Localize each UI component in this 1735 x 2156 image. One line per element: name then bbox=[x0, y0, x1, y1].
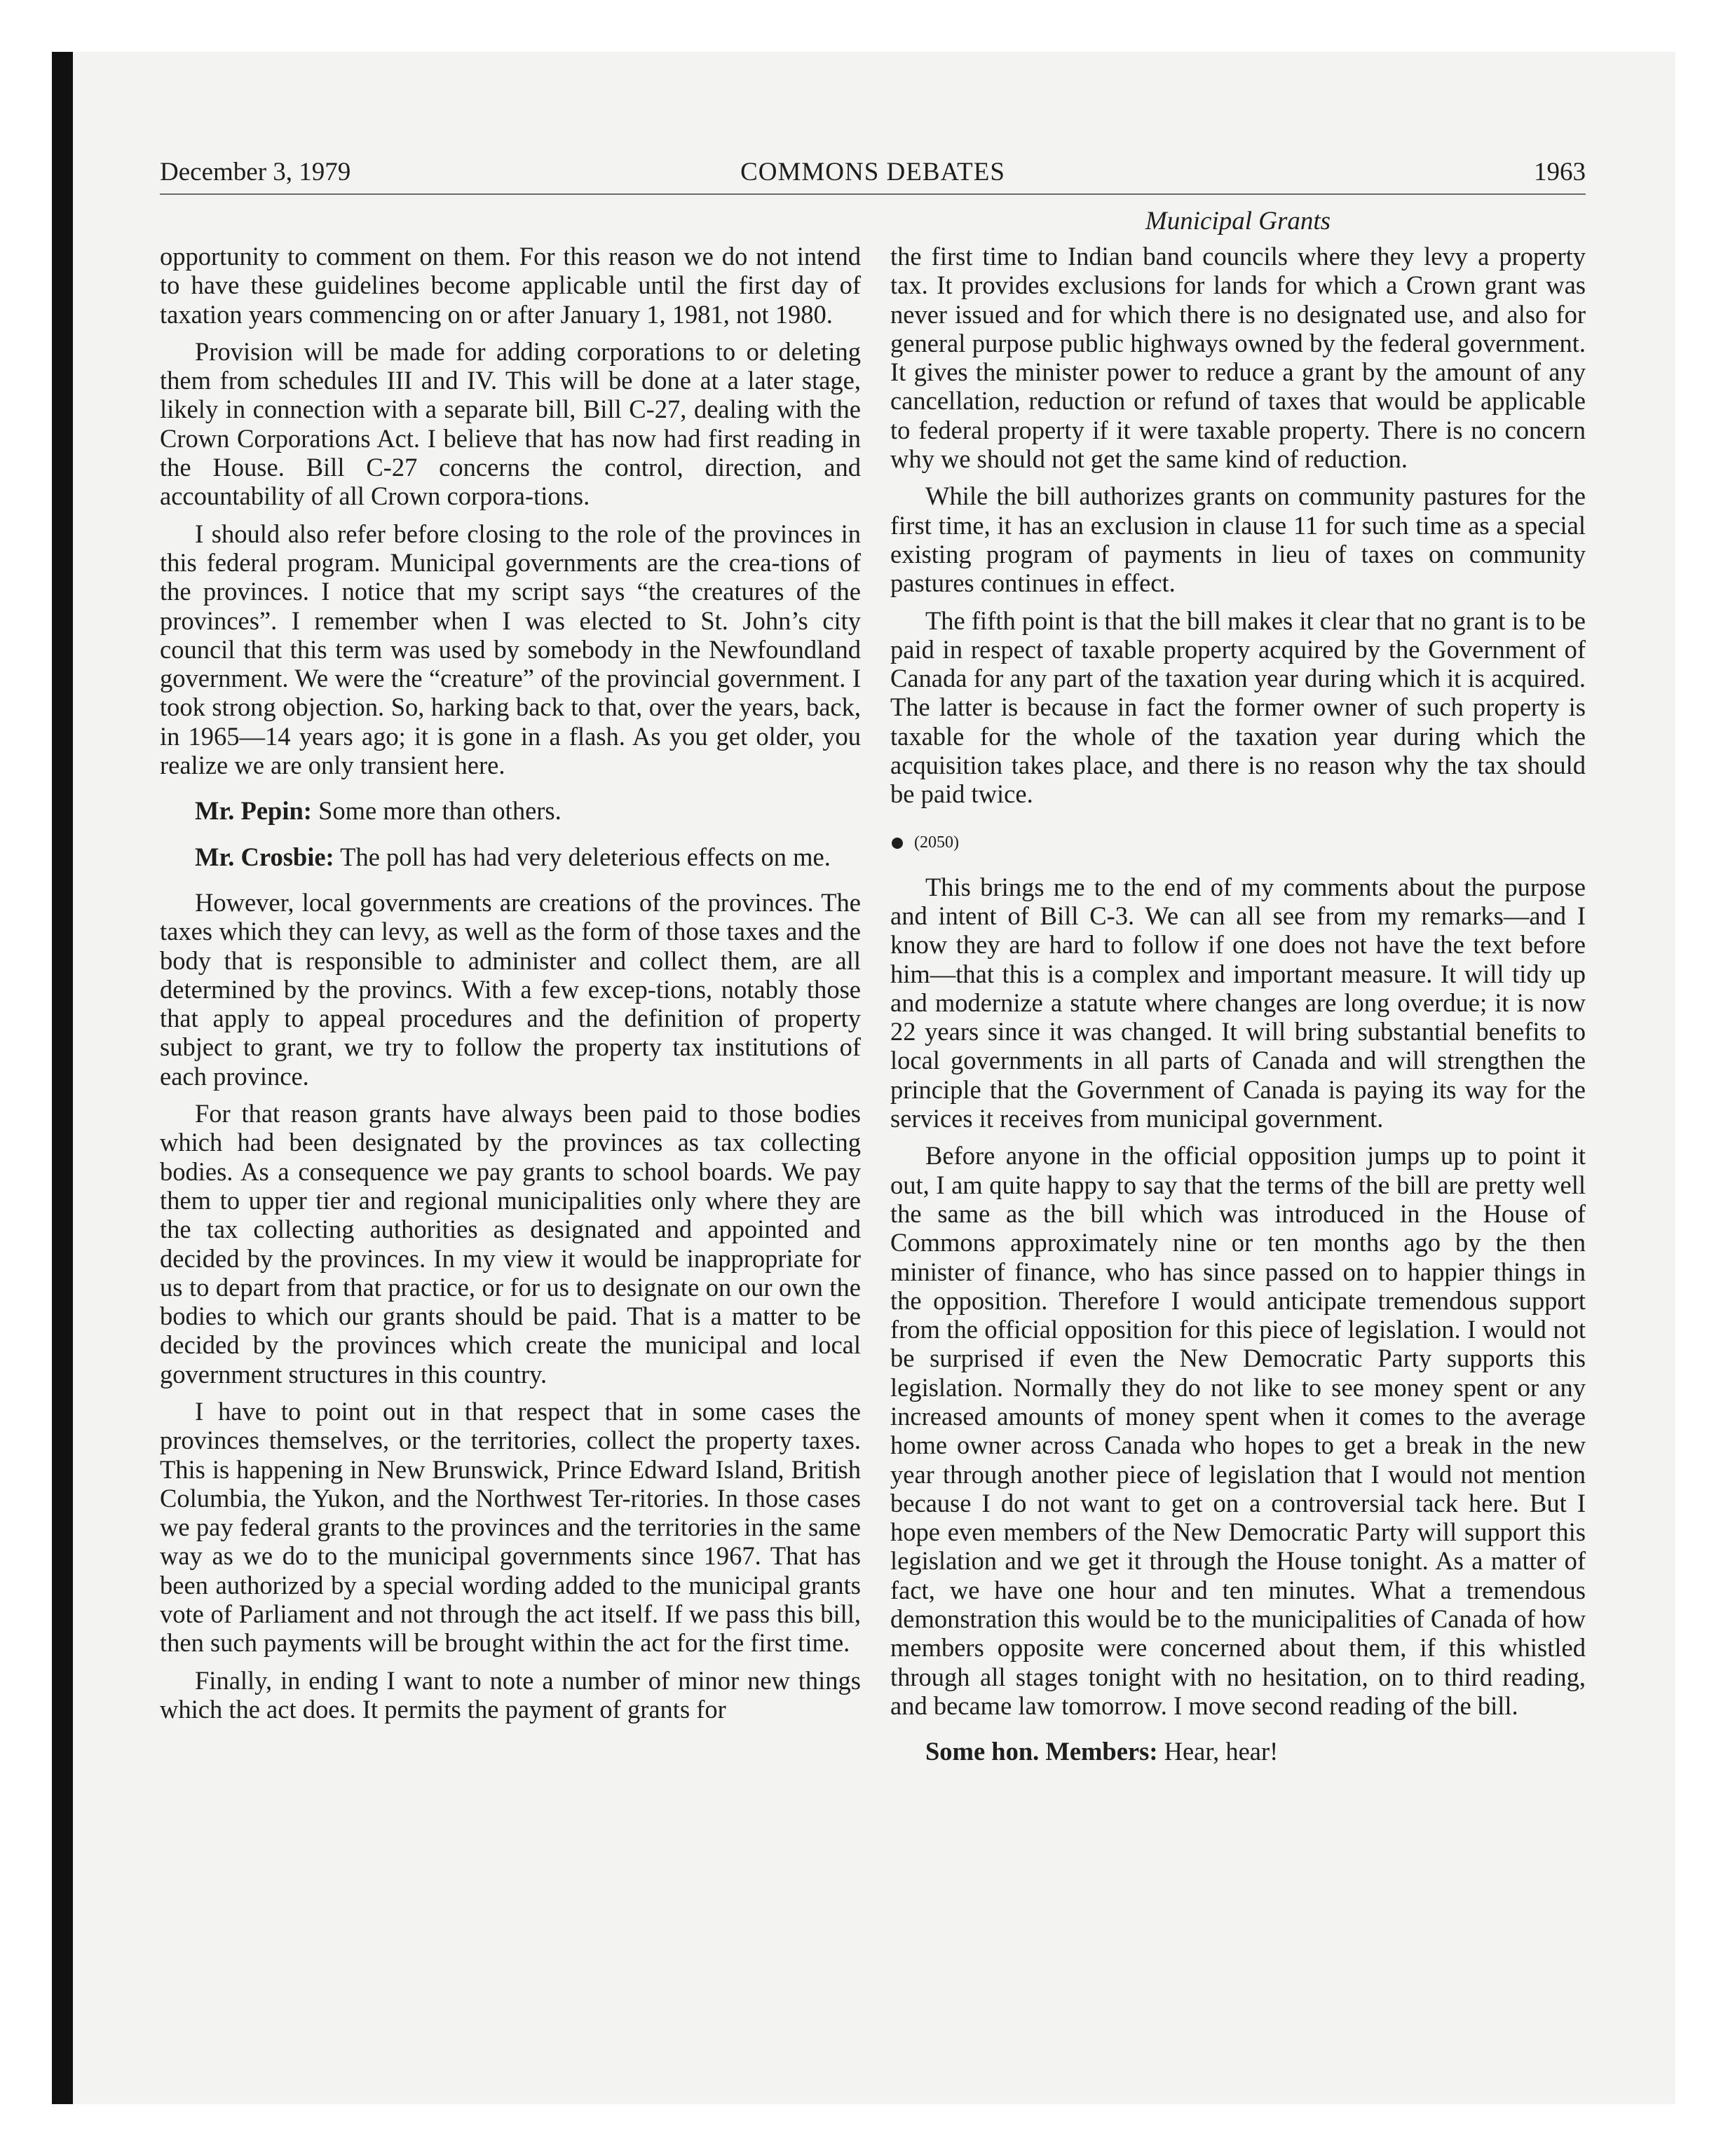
section-subheading: Municipal Grants bbox=[1145, 207, 1331, 236]
timestamp-text: (2050) bbox=[914, 833, 959, 852]
timestamp-marker bbox=[890, 828, 1586, 857]
paragraph: opportunity to comment on them. For this reason we do not intend to have these guidelines become applicable until the first day of taxation years commencing on or after January 1, 1981, not 1980. bbox=[160, 242, 861, 329]
paragraph: However, local governments are creations of the provinces. The taxes which they can levy, as well as the form of those taxes and the body that is responsible to administer and collect them, are all determined by the provincs. With a few excep-tions, notably those that apply to appeal procedures and the definition of property subject to grant, we try to follow the property tax institutions of each province. bbox=[160, 887, 861, 1091]
speech-text: The poll has had very deleterious effects on me. bbox=[340, 842, 831, 871]
paragraph: the first time to Indian band councils where they levy a property tax. It provides exclusions for lands for which a Crown grant was never issued and for which there is no designated use, and also for general purpose public highways owned by the federal government. It gives the minister power to reduce a grant by the amount of any cancellation, reduction or refund of taxes that would be applicable to federal property if it were taxable property. There is no concern why we should not get the same kind of reduction. bbox=[890, 242, 1586, 474]
paragraph: I have to point out in that respect that in some cases the provinces themselves, or the territories, collect the property taxes. This is happening in New Brunswick, Prince Edward Island, British Columbia, the Yukon, and the Northwest Ter-ritories. In those cases we pay federal grants to the provinces and the territories in the same way as we do to the municipal governments since 1967. That has been authorized by a special wording added to the municipal grants vote of Parliament and not through the act itself. If we pass this bill, then such payments will be brought within the act for the first time. bbox=[160, 1396, 861, 1658]
header-date: December 3, 1979 bbox=[160, 158, 351, 186]
speech-pepin bbox=[160, 796, 861, 825]
binding-edge bbox=[52, 52, 73, 2104]
header-page-number: 1963 bbox=[1534, 158, 1586, 186]
paragraph: This brings me to the end of my comments about the purpose and intent of Bill C-3. We can all see from my remarks—and I know they are hard to follow if one does not have the text before him—that this is a complex and important measure. It will tidy up and modernize a statute where changes are long overdue; it is now 22 years since it was changed. It will bring substantial benefits to local governments in all parts of Canada and will strengthen the principle that the Government of Canada is paying its way for the services it receives from municipal government. bbox=[890, 872, 1586, 1133]
paragraph: The fifth point is that the bill makes it clear that no grant is to be paid in respect of taxable property acquired by the Government of Canada for any part of the taxation year during which it is acquired. The latter is because in fact the former owner of such property is taxable for the whole of the taxation year during which the acquisition takes place, and there is no reason why the tax should be paid twice. bbox=[890, 606, 1586, 809]
paragraph: I should also refer before closing to the role of the provinces in this federal program. Municipal governments are the crea-tions of the provinces. I notice that my script says “the creatures of the provinces”. I remember when I was elected to St. John’s city council that this term was used by somebody in the Newfoundland government. We were the “creature” of the provincial government. I took strong objection. So, harking back to that, over the years, back, in 1965—14 years ago; it is gone in a flash. As you get older, you realize we are only transient here. bbox=[160, 519, 861, 780]
speaker-name: Some hon. Members: bbox=[925, 1737, 1158, 1766]
bullet-icon bbox=[892, 838, 903, 849]
speaker-name: Mr. Crosbie: bbox=[195, 842, 334, 871]
speech-crosbie bbox=[160, 842, 861, 871]
speech-text: Hear, hear! bbox=[1164, 1737, 1279, 1766]
speaker-name: Mr. Pepin: bbox=[195, 796, 312, 826]
paragraph: Before anyone in the official opposition jumps up to point it out, I am quite happy to say that the terms of the bill are pretty well the same as the bill which was introduced in the House of Commons approximately nine or ten months ago by the then minister of finance, who has since passed on to happier things in the opposition. Therefore I would anticipate tremendous support from the official opposition for this piece of legislation. I would not be surprised if even the New Democratic Party supports this legislation. Normally they do not like to see money spent or any increased amounts of money spent when it comes to the average home owner across Canada who hopes to get a break in the new year through another piece of legislation that I would not mention because I do not want to get on a controversial tack here. But I hope even members of the New Democratic Party will support this legislation and we get it through the House tonight. As a matter of fact, we have one hour and ten minutes. What a tremendous demonstration this would be to the municipalities of Canada of how members opposite were concerned about them, if this whistled through all stages tonight with no hesitation, on to third reading, and became law tomorrow. I move second reading of the bill. bbox=[890, 1141, 1586, 1720]
running-header bbox=[160, 154, 1586, 195]
paragraph: Finally, in ending I want to note a number of minor new things which the act does. It permits the payment of grants for bbox=[160, 1665, 861, 1724]
paragraph: While the bill authorizes grants on community pastures for the first time, it has an exclusion in clause 11 for such time as a special existing program of payments in lieu of taxes on community pastures continues in effect. bbox=[890, 482, 1586, 598]
paragraph: For that reason grants have always been paid to those bodies which had been designated by the provinces as tax collecting bodies. As a consequence we pay grants to school boards. We pay them to upper tier and regional municipalities only where they are the tax collecting authorities as designated and appointed and decided by the provinces. In my view it would be inappropriate for us to depart from that practice, or for us to designate on our own the bodies to which our grants should be paid. That is a matter to be decided by the provinces which create the municipal and local government structures in this country. bbox=[160, 1099, 861, 1389]
right-column bbox=[890, 242, 1586, 1783]
left-column bbox=[160, 242, 861, 1732]
speech-text: Some more than others. bbox=[318, 796, 562, 826]
header-journal-title: COMMONS DEBATES bbox=[740, 158, 1005, 186]
speech-members bbox=[890, 1737, 1586, 1766]
paragraph: Provision will be made for adding corporations to or deleting them from schedules III and IV. This will be done at a later stage, likely in connection with a separate bill, Bill C-27, dealing with the Crown Corporations Act. I believe that has now had first reading in the House. Bill C-27 concerns the control, direction, and accountability of all Crown corpora-tions. bbox=[160, 336, 861, 511]
